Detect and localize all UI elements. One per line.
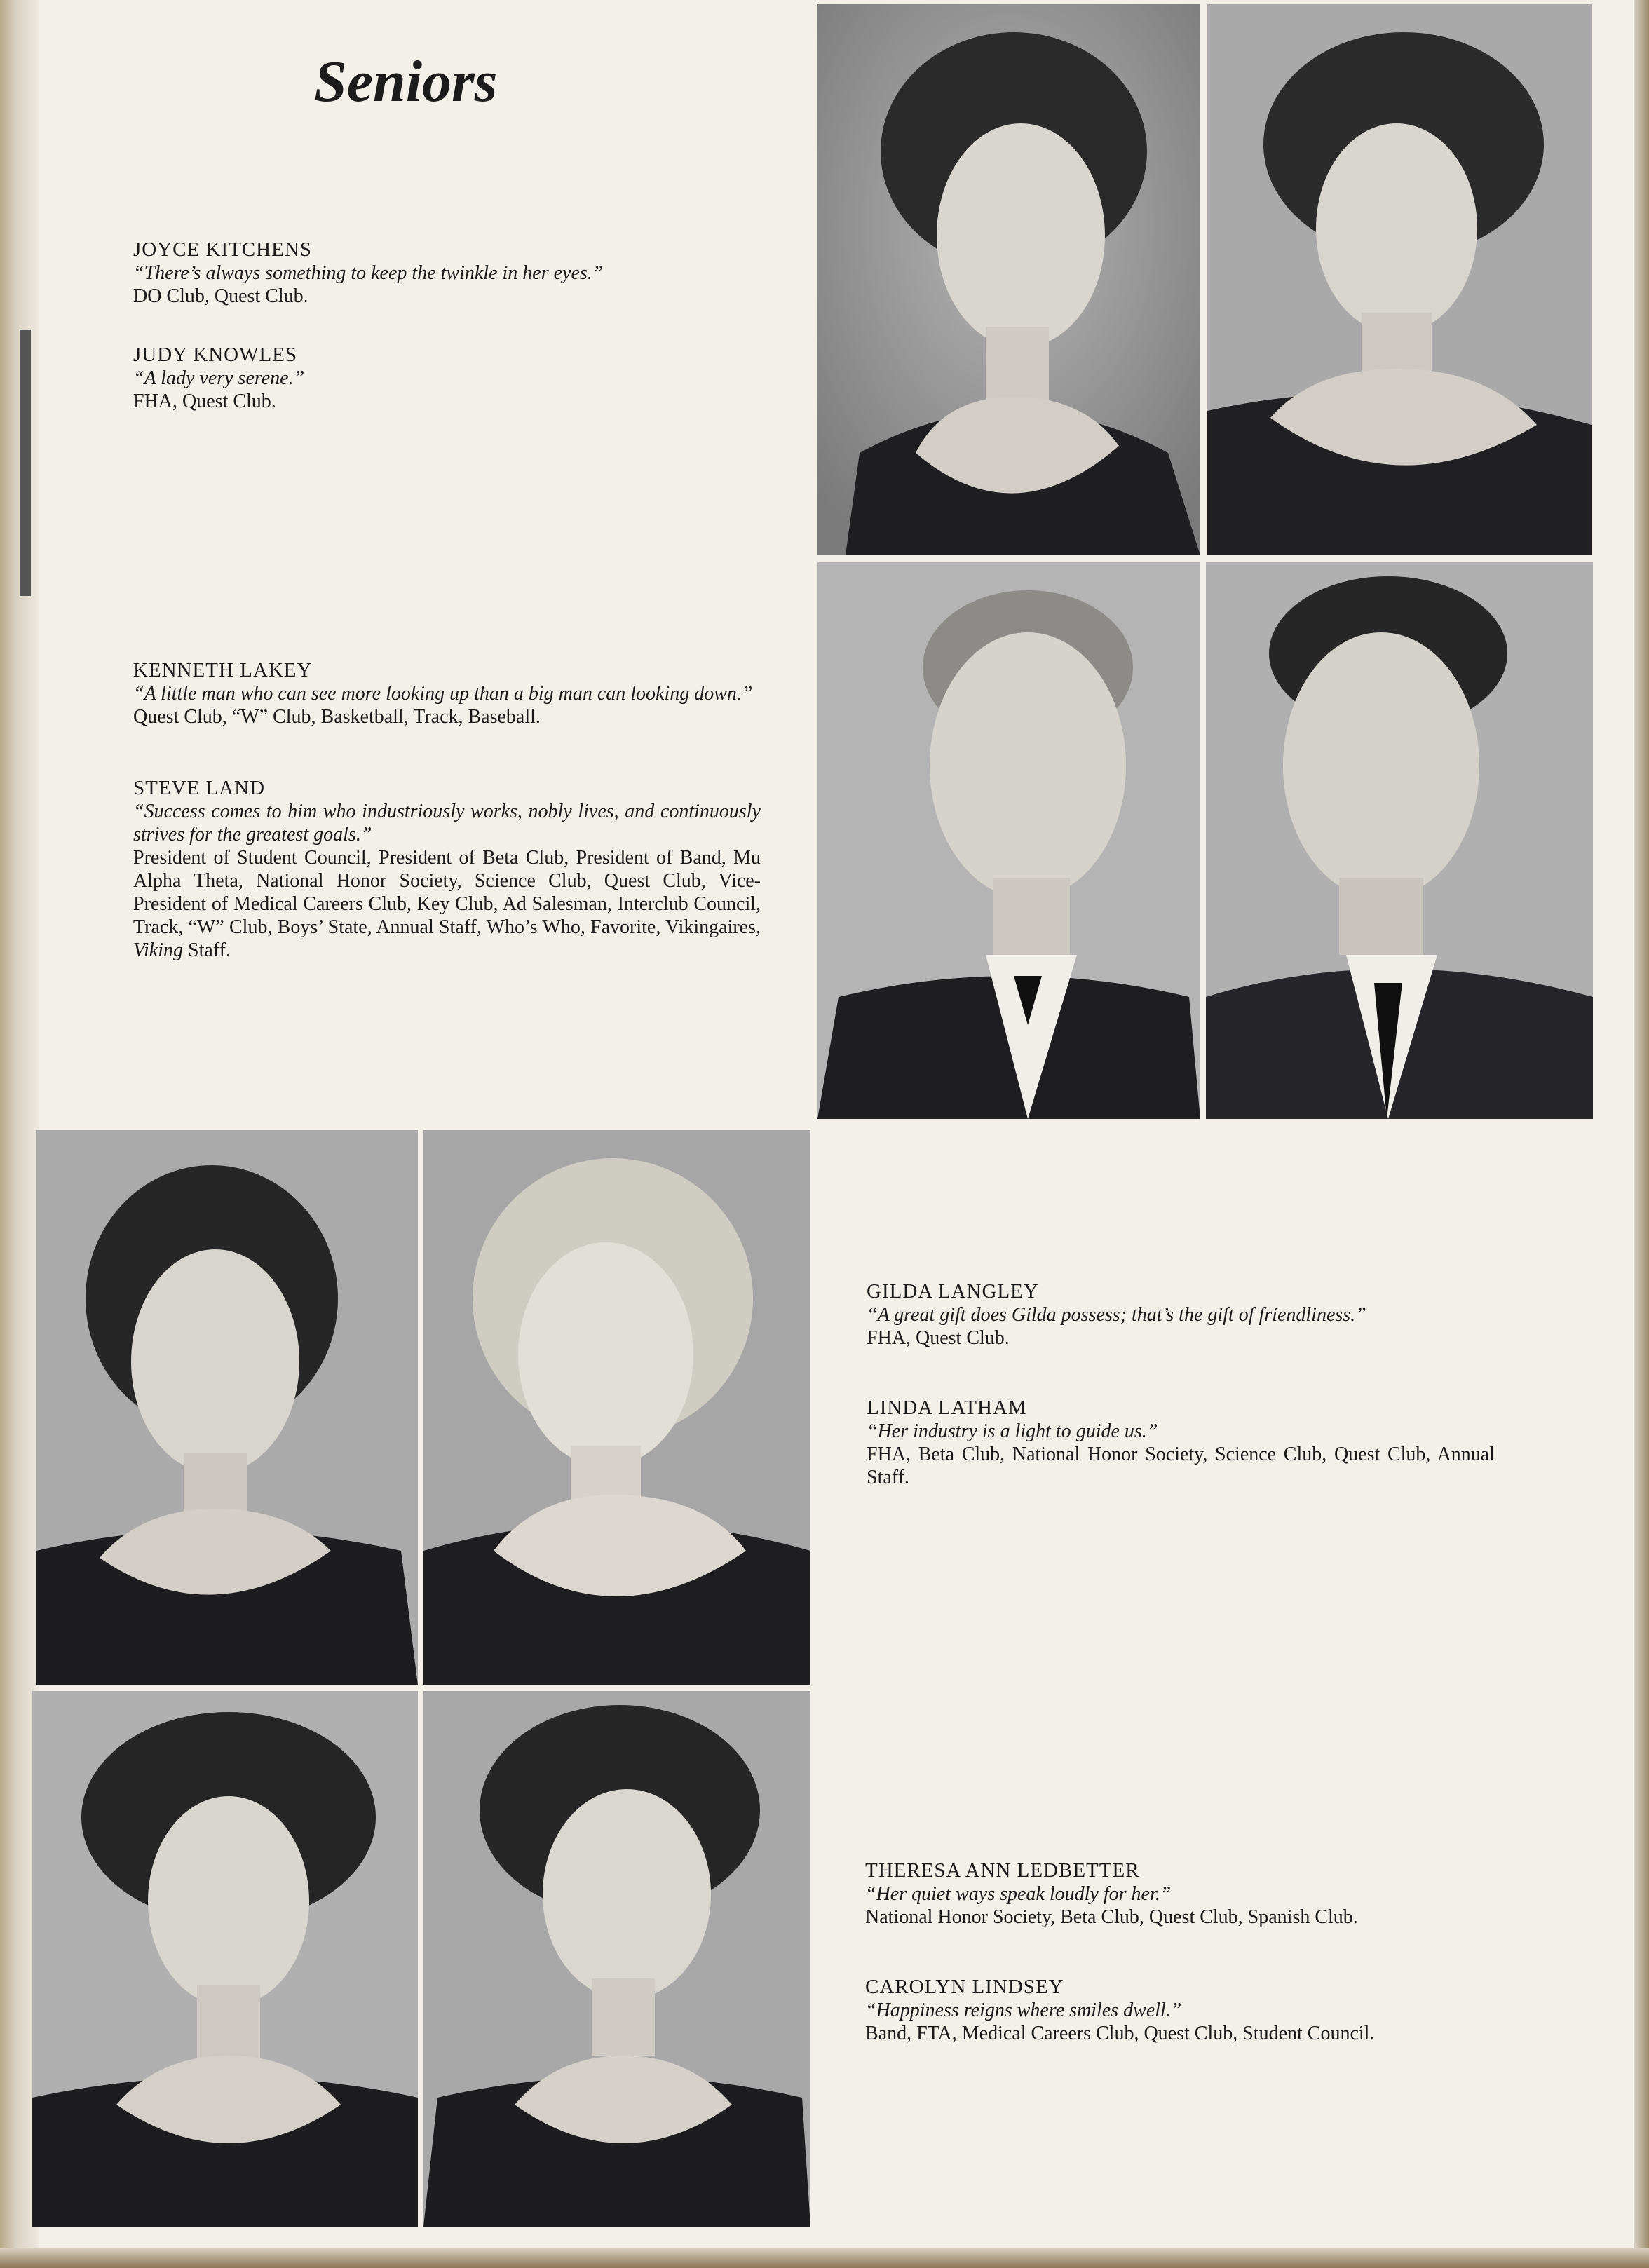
senior-name: CAROLYN LINDSEY: [865, 1976, 1064, 1998]
senior-entry-steve-land: [133, 777, 761, 962]
portrait-photo-carolyn-lindsey: [423, 1691, 810, 2227]
senior-quote: “Success comes to him who industriously works, nobly lives, and continuously strives for the greatest goals.”: [133, 801, 761, 846]
page-title: Seniors: [314, 49, 498, 114]
senior-entry-theresa-ann-ledbetter: [865, 1859, 1491, 1929]
senior-activities: President of Student Council, President of Beta Club, President of Band, Mu Alpha Theta, National Honor Society, Science Club, Quest Club, Vice-President of Medical Careers Club, Key Club, Ad Salesman, Interclub Council, Track, “W” Club, Boys’ State, Annual Staff, Who’s Who, Favorite, Vikingaires, Viking Staff.: [133, 847, 761, 961]
senior-activities: FHA, Beta Club, National Honor Society, Science Club, Quest Club, Annual Staff.: [867, 1444, 1495, 1488]
senior-entry-gilda-langley: [867, 1280, 1495, 1350]
senior-quote: “A little man who can see more looking up than a big man can looking down.”: [133, 683, 753, 705]
senior-entry-joyce-kitchens: [133, 238, 764, 308]
portrait-photo-steve-land: [1206, 562, 1593, 1119]
senior-activities: DO Club, Quest Club.: [133, 285, 308, 307]
senior-quote: “Her industry is a light to guide us.”: [867, 1420, 1158, 1442]
senior-activities: Band, FTA, Medical Careers Club, Quest Club, Student Council.: [865, 2023, 1375, 2044]
page-edge-bottom: [0, 2248, 1649, 2268]
portrait-photo-joyce-kitchens: [817, 4, 1200, 555]
senior-quote: “Happiness reigns where smiles dwell.”: [865, 1999, 1182, 2021]
portrait-photo-gilda-langley: [36, 1130, 418, 1685]
senior-activities: Quest Club, “W” Club, Basketball, Track, Baseball.: [133, 706, 541, 728]
binding-tab: [20, 330, 31, 596]
senior-name: KENNETH LAKEY: [133, 659, 313, 681]
senior-activities: FHA, Quest Club.: [133, 391, 276, 412]
senior-entry-kenneth-lakey: [133, 659, 761, 728]
senior-entry-judy-knowles: [133, 344, 764, 413]
senior-entry-carolyn-lindsey: [865, 1976, 1491, 2045]
senior-activities: FHA, Quest Club.: [867, 1327, 1010, 1349]
portrait-photo-judy-knowles: [1207, 4, 1592, 555]
senior-name: JUDY KNOWLES: [133, 344, 298, 366]
senior-entry-linda-latham: [867, 1397, 1495, 1489]
senior-name: THERESA ANN LEDBETTER: [865, 1859, 1140, 1882]
portrait-photo-theresa-ann-ledbetter: [32, 1691, 418, 2227]
senior-name: JOYCE KITCHENS: [133, 238, 312, 261]
senior-name: GILDA LANGLEY: [867, 1280, 1039, 1303]
senior-quote: “There’s always something to keep the twinkle in her eyes.”: [133, 262, 604, 284]
portrait-photo-kenneth-lakey: [817, 562, 1200, 1119]
senior-quote: “A great gift does Gilda possess; that’s the gift of friendliness.”: [867, 1304, 1366, 1326]
senior-quote: “Her quiet ways speak loudly for her.”: [865, 1883, 1172, 1905]
senior-activities: National Honor Society, Beta Club, Quest Club, Spanish Club.: [865, 1906, 1358, 1928]
senior-name: LINDA LATHAM: [867, 1397, 1027, 1419]
senior-quote: “A lady very serene.”: [133, 367, 305, 389]
senior-name: STEVE LAND: [133, 777, 266, 799]
page-edge-right: [1634, 0, 1649, 2268]
portrait-photo-linda-latham: [423, 1130, 810, 1685]
